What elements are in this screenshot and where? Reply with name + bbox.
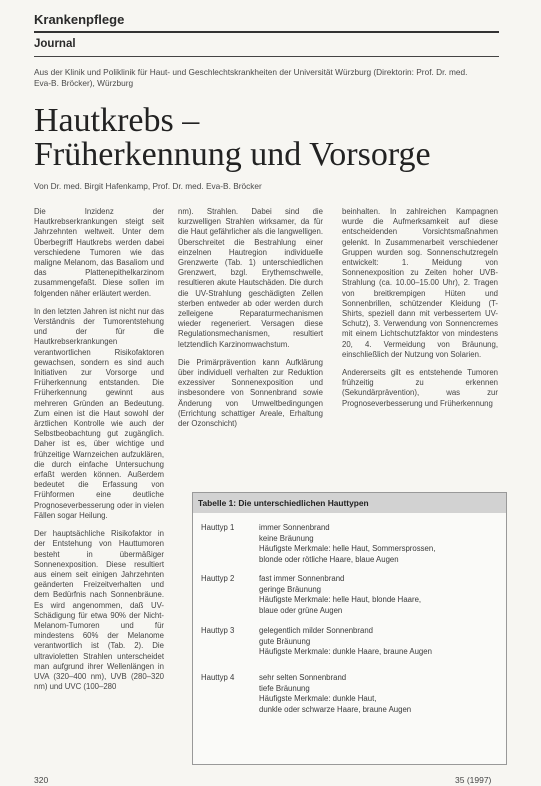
description-line: keine Bräunung <box>259 533 314 543</box>
description-line: dunkle oder schwarze Haare, braune Augen <box>259 704 412 714</box>
description-line: Häufigste Merkmale: helle Haut, Sommersprossen, <box>259 544 436 554</box>
section-title: Krankenpflege <box>34 12 125 27</box>
title-line-2: Früherkennung und Vorsorge <box>34 136 431 173</box>
description-line: tiefe Bräunung <box>259 683 310 693</box>
description-line: gelegentlich milder Sonnenbrand <box>259 626 373 635</box>
description-line: gute Bräunung <box>259 636 311 646</box>
paragraph: Andererseits gilt es entstehende Tumoren frühzeitig zu erkennen (Sekundärprävention), was zur Prognoseverbesserung und Früherkennung <box>342 368 498 408</box>
page-number: 320 <box>34 775 49 785</box>
skin-type-label: Hauttyp 4 <box>201 673 235 682</box>
subheader-rule <box>34 56 499 57</box>
issue-number: 35 (1997) <box>455 775 492 785</box>
paragraph: Der hauptsächliche Risikofaktor in der Entstehung von Hauttumoren besteht in übermäßiger Sonnenexposition. Diese resultiert aus einem seit einigen Jahrzehnten geänderten Freizeitverhalten und dem Bedürfnis nach Sonnenbräune. Es wird angenommen, daß UV-Schädigung für etwa 90% der Nicht-Melanom-Tumoren und für mindestens 60% der Melanome verantwortlich ist (Tab. 2). Die ultravioletten Strahlen unterscheidet man aufgrund ihrer Wellenlängen in UVA (320–400 nm), UVB (280–320 nm) und UVC (100–280 <box>34 529 164 692</box>
description-line: blonde oder rötliche Haare, blaue Augen <box>259 554 399 564</box>
skin-type-description <box>259 626 500 658</box>
paragraph: In den letzten Jahren ist nicht nur das Verständnis der Tumorentstehung und der für die Hautkrebserkrankungen verantwortlichen Risikofaktoren gewachsen, sondern es sind auch Initiativen zur Vorsorge und Früherkennung entstanden. Die Früherkennung gewinnt aus mehreren Gründen an Bedeutung. Zum einen ist die Haut sowohl der ärztlichen Kontrolle wie auch der Selbstbeobachtung gut zugänglich. Daher ist es, über wichtige und frühzeitige Warnzeichen aufzuklären, die durch einfache Untersuchung erfaßt werden können. Außerdem bedeutet die Erfassung von Frühformen eine deutliche Prognoseverbesserung oder in vielen Fällen sogar Heilung. <box>34 306 164 520</box>
description-line: immer Sonnenbrand <box>259 523 330 532</box>
skin-type-label: Hauttyp 1 <box>201 523 235 532</box>
skin-type-description <box>259 523 500 565</box>
description-line: Häufigste Merkmale: dunkle Haare, braune Augen <box>259 647 432 657</box>
description-line: geringe Bräunung <box>259 584 321 594</box>
skin-type-description <box>259 574 500 616</box>
affiliation: Aus der Klinik und Poliklinik für Haut- und Geschlechtskrankheiten der Universität Würzburg (Direktorin: Prof. Dr. med. Eva-B. Bröcker), Würzburg <box>34 67 468 88</box>
paragraph: Die Primärprävention kann Aufklärung über individuell verhalten zur Reduktion exzessiver Sonnenexposition und insbesondere von Sonnenbrand sowie Änderung von Umweltbedingungen (Errichtung schattiger Areale, Erhaltung der Ozonschicht) <box>178 357 323 429</box>
description-line: sehr selten Sonnenbrand <box>259 673 347 682</box>
paragraph: beinhalten. In zahlreichen Kampagnen wurde die Aufmerksamkeit auf diese entscheidenden Vorsichtsmaßnahmen gelenkt. In Zusammenarbeit verschiedener Gruppen wurden sog. Sonnenschutzregeln entwickelt: 1. Meidung von Sonnenexposition zu Zeiten hoher UVB-Strahlung (ca. 10.00–15.00 Uhr), 2. Tragen von breitkrempigen Hüten und Sonnenbrillen, schützender Kleidung (T-Shirts, speziell dann mit verbessertem UV-Schutz), 3. Verwendung von Sonnencremes mit einem Lichtschutzfaktor von mindestens 20, 4. Vermeidung von Bräunung, einschließlich der Nutzung von Solarien. <box>342 207 498 359</box>
skin-type-table <box>192 492 507 765</box>
article-title <box>34 104 504 172</box>
table-title: Tabelle 1: Die unterschiedlichen Hauttypen <box>193 493 506 513</box>
title-line-1: Hautkrebs – <box>34 102 200 139</box>
header-rule <box>34 31 499 33</box>
skin-type-label: Hauttyp 2 <box>201 574 235 583</box>
authors: Von Dr. med. Birgit Hafenkamp, Prof. Dr. med. Eva-B. Bröcker <box>34 181 262 191</box>
skin-type-description <box>259 673 500 715</box>
body-column-1 <box>34 207 164 700</box>
description-line: fast immer Sonnenbrand <box>259 574 345 583</box>
paragraph: nm). Strahlen. Dabei sind die kurzwelligen Strahlen wirksamer, da für die Haut gefährlicher als die langwelligen. Überschreitet die Bestrahlung einer einzelnen Hautregion individuelle Grenzwerte (Tab. 1) unterschiedlichen Grenzwert, bzgl. Erythemschwelle, resultieren akute Hautschäden. Die durch die UV-Strahlung geschädigten Zellen sterben entweder ab oder werden durch zelleigene Reparaturmechanismen wieder regeneriert. Versagen diese Regulationsmechanismen, resultiert letztendlich Karzinomwachstum. <box>178 207 323 349</box>
skin-type-label: Hauttyp 3 <box>201 626 235 635</box>
description-line: Häufigste Merkmale: helle Haut, blonde Haare, <box>259 595 422 605</box>
body-column-2 <box>178 207 323 437</box>
paragraph: Die Inzidenz der Hautkrebserkrankungen steigt seit Jahrzehnten weltweit. Unter dem Überbegriff Hautkrebs werden dabei verschiedene Tumoren wie das maligne Melanom, das Basaliom und das Plattenepithelkarzinom zusammengefaßt. Diese sollen im folgenden näher erläutert werden. <box>34 207 164 298</box>
description-line: blaue oder grüne Augen <box>259 605 343 615</box>
body-column-3 <box>342 207 498 417</box>
subsection-title: Journal <box>34 38 76 50</box>
description-line: Häufigste Merkmale: dunkle Haut, <box>259 694 377 704</box>
